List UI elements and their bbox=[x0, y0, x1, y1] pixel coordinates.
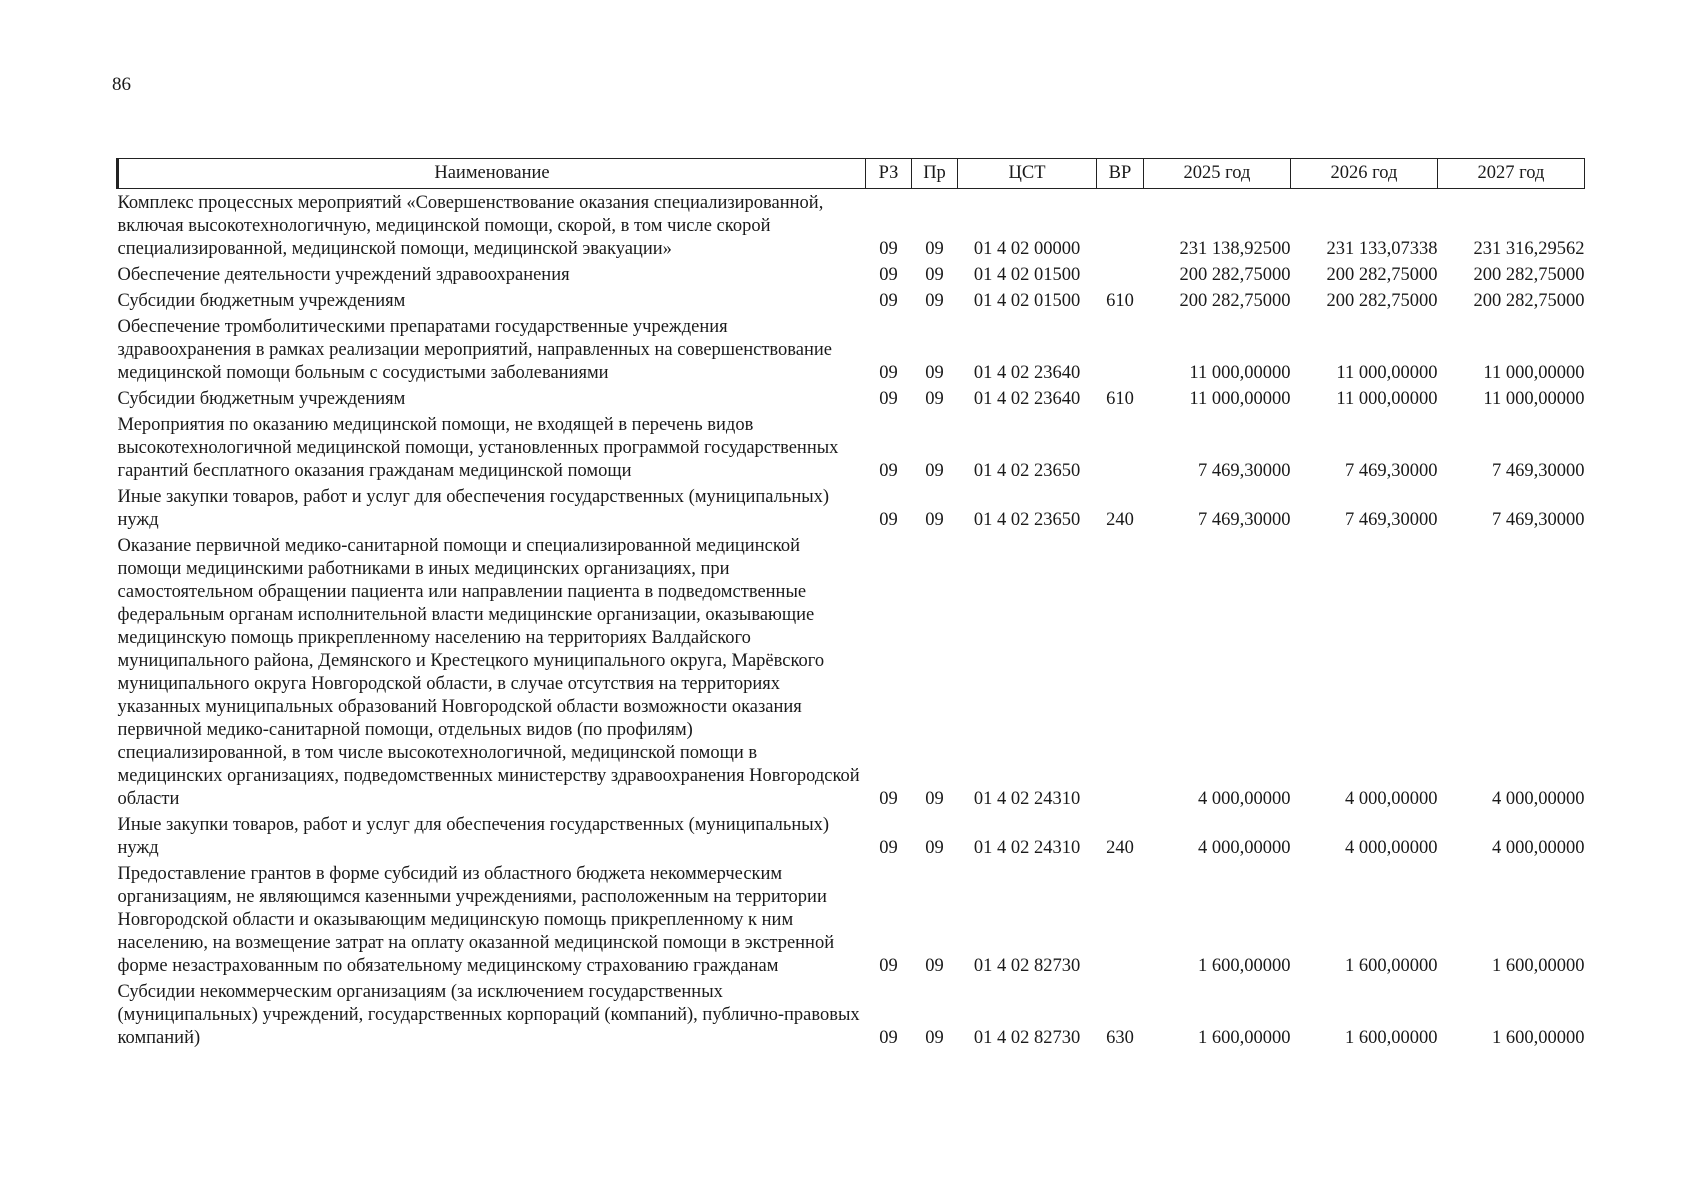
cell-cst: 01 4 02 23640 bbox=[973, 389, 1081, 409]
cell-rz: 09 bbox=[879, 956, 898, 976]
cell-2026: 4 000,00000 bbox=[1345, 838, 1438, 858]
table-row bbox=[118, 261, 1585, 287]
cell-rz: 09 bbox=[879, 389, 898, 409]
cell-pr: 09 bbox=[925, 389, 944, 409]
cell-2025: 7 469,30000 bbox=[1198, 461, 1291, 481]
cell-2027: 1 600,00000 bbox=[1492, 1028, 1585, 1048]
cell-cst: 01 4 02 82730 bbox=[973, 956, 1081, 976]
cell-pr: 09 bbox=[925, 789, 944, 809]
table-row bbox=[118, 483, 1585, 532]
cell-2026: 1 600,00000 bbox=[1345, 956, 1438, 976]
cell-rz: 09 bbox=[879, 239, 898, 259]
cell-2026: 200 282,75000 bbox=[1326, 265, 1438, 285]
cell-cst: 01 4 02 82730 bbox=[973, 1028, 1081, 1048]
cell-2025: 7 469,30000 bbox=[1198, 510, 1291, 530]
cell-cst: 01 4 02 01500 bbox=[973, 265, 1081, 285]
table-row bbox=[118, 411, 1585, 483]
cell-name: Оказание первичной медико-санитарной помощи и специализированной медицинской помощи медицинскими работниками в иных медицинских организациях, при самостоятельном обращении пациента или направлении пациента в подведомственные федеральным органам исполнительной власти медицинские организации, оказывающие медицинскую помощь прикрепленному населению на территориях Валдайского муниципального района, Демянского и Крестецкого муниципального округа, Марёвского муниципального округа Новгородской области, в случае отсутствия на территориях указанных муниципальных образований Новгородской области возможности оказания первичной медико-санитарной помощи, отдельных видов (по профилям) специализированной, в том числе высокотехнологичной, медицинской помощи в медицинских организациях, подведомственных министерству здравоохранения Новгородской области bbox=[117, 536, 860, 809]
cell-2026: 11 000,00000 bbox=[1336, 363, 1438, 383]
cell-pr: 09 bbox=[925, 291, 944, 311]
header-2027: 2027 год bbox=[1438, 159, 1585, 189]
table-row bbox=[118, 287, 1585, 313]
cell-pr: 09 bbox=[925, 239, 944, 259]
cell-pr: 09 bbox=[925, 956, 944, 976]
cell-rz: 09 bbox=[879, 363, 898, 383]
cell-rz: 09 bbox=[879, 291, 898, 311]
cell-vr: 240 bbox=[1106, 838, 1134, 858]
cell-vr: 610 bbox=[1106, 389, 1134, 409]
cell-2026: 7 469,30000 bbox=[1345, 461, 1438, 481]
cell-name: Иные закупки товаров, работ и услуг для обеспечения государственных (муниципальных) нужд bbox=[117, 487, 830, 530]
cell-rz: 09 bbox=[879, 510, 898, 530]
cell-vr bbox=[1097, 411, 1144, 483]
cell-cst: 01 4 02 00000 bbox=[973, 239, 1081, 259]
cell-2026: 7 469,30000 bbox=[1345, 510, 1438, 530]
cell-2025: 200 282,75000 bbox=[1179, 265, 1291, 285]
cell-name: Обеспечение деятельности учреждений здравоохранения bbox=[117, 265, 570, 285]
table-row bbox=[118, 189, 1585, 262]
cell-vr bbox=[1097, 313, 1144, 385]
cell-2027: 4 000,00000 bbox=[1492, 789, 1585, 809]
cell-rz: 09 bbox=[879, 838, 898, 858]
cell-2025: 4 000,00000 bbox=[1198, 838, 1291, 858]
cell-vr bbox=[1097, 860, 1144, 978]
cell-name: Субсидии некоммерческим организациям (за исключением государственных (муниципальных) учреждений, государственных корпораций (компаний), публично-правовых компаний) bbox=[117, 982, 860, 1048]
cell-cst: 01 4 02 23640 bbox=[973, 363, 1081, 383]
cell-pr: 09 bbox=[925, 265, 944, 285]
header-2025: 2025 год bbox=[1144, 159, 1291, 189]
header-vr: ВР bbox=[1097, 159, 1144, 189]
cell-2025: 1 600,00000 bbox=[1198, 956, 1291, 976]
table-row bbox=[118, 532, 1585, 811]
cell-pr: 09 bbox=[925, 363, 944, 383]
cell-name: Субсидии бюджетным учреждениям bbox=[117, 389, 406, 409]
cell-cst: 01 4 02 23650 bbox=[973, 510, 1081, 530]
table-row bbox=[118, 385, 1585, 411]
cell-2027: 11 000,00000 bbox=[1483, 389, 1585, 409]
cell-2027: 200 282,75000 bbox=[1473, 265, 1585, 285]
cell-pr: 09 bbox=[925, 838, 944, 858]
cell-2027: 200 282,75000 bbox=[1473, 291, 1585, 311]
cell-cst: 01 4 02 01500 bbox=[973, 291, 1081, 311]
cell-2027: 1 600,00000 bbox=[1492, 956, 1585, 976]
cell-2025: 231 138,92500 bbox=[1179, 239, 1291, 259]
cell-cst: 01 4 02 24310 bbox=[973, 838, 1081, 858]
cell-2026: 4 000,00000 bbox=[1345, 789, 1438, 809]
cell-2026: 231 133,07338 bbox=[1326, 239, 1438, 259]
cell-cst: 01 4 02 23650 bbox=[973, 461, 1081, 481]
header-pr: Пр bbox=[912, 159, 958, 189]
cell-name: Субсидии бюджетным учреждениям bbox=[117, 291, 406, 311]
cell-name: Комплекс процессных мероприятий «Совершенствование оказания специализированной, включая высокотехнологичную, медицинской помощи, скорой, в том числе скорой специализированной, медицинской помощи, медицинской эвакуации» bbox=[117, 193, 824, 259]
cell-vr: 240 bbox=[1106, 510, 1134, 530]
cell-name: Иные закупки товаров, работ и услуг для обеспечения государственных (муниципальных) нужд bbox=[117, 815, 830, 858]
table-row bbox=[118, 811, 1585, 860]
cell-2027: 231 316,29562 bbox=[1473, 239, 1585, 259]
table-row bbox=[118, 860, 1585, 978]
cell-vr: 630 bbox=[1106, 1028, 1134, 1048]
cell-2025: 11 000,00000 bbox=[1189, 389, 1291, 409]
budget-table bbox=[116, 158, 1585, 1050]
cell-2026: 1 600,00000 bbox=[1345, 1028, 1438, 1048]
cell-2026: 200 282,75000 bbox=[1326, 291, 1438, 311]
table-row bbox=[118, 313, 1585, 385]
cell-rz: 09 bbox=[879, 265, 898, 285]
cell-pr: 09 bbox=[925, 1028, 944, 1048]
header-cst: ЦСТ bbox=[958, 159, 1097, 189]
table-header-row bbox=[118, 159, 1585, 189]
cell-2027: 4 000,00000 bbox=[1492, 838, 1585, 858]
header-name: Наименование bbox=[118, 159, 866, 189]
cell-2025: 1 600,00000 bbox=[1198, 1028, 1291, 1048]
cell-vr: 610 bbox=[1106, 291, 1134, 311]
cell-rz: 09 bbox=[879, 461, 898, 481]
header-2026: 2026 год bbox=[1291, 159, 1438, 189]
cell-vr bbox=[1097, 532, 1144, 811]
cell-name: Предоставление грантов в форме субсидий из областного бюджета некоммерческим организациям, не являющимся казенными учреждениями, расположенным на территории Новгородской области и оказывающим медицинскую помощь прикрепленному к ним населению, на возмещение затрат на оплату оказанной медицинской помощи в экстренной форме незастрахованным по обязательному медицинскому страхованию гражданам bbox=[117, 864, 835, 976]
cell-2027: 7 469,30000 bbox=[1492, 510, 1585, 530]
cell-2025: 4 000,00000 bbox=[1198, 789, 1291, 809]
cell-cst: 01 4 02 24310 bbox=[973, 789, 1081, 809]
cell-2027: 7 469,30000 bbox=[1492, 461, 1585, 481]
table-row bbox=[118, 978, 1585, 1050]
cell-pr: 09 bbox=[925, 510, 944, 530]
table-body bbox=[118, 189, 1585, 1051]
cell-name: Мероприятия по оказанию медицинской помощи, не входящей в перечень видов высокотехнологичной медицинской помощи, установленных программой государственных гарантий бесплатного оказания гражданам медицинской помощи bbox=[117, 415, 839, 481]
cell-rz: 09 bbox=[879, 789, 898, 809]
cell-rz: 09 bbox=[879, 1028, 898, 1048]
page-number: 86 bbox=[112, 74, 131, 95]
cell-pr: 09 bbox=[925, 461, 944, 481]
cell-vr bbox=[1097, 261, 1144, 287]
cell-2027: 11 000,00000 bbox=[1483, 363, 1585, 383]
cell-name: Обеспечение тромболитическими препаратами государственные учреждения здравоохранения в рамках реализации мероприятий, направленных на совершенствование медицинской помощи больным с сосудистыми заболеваниями bbox=[117, 317, 833, 383]
cell-2025: 11 000,00000 bbox=[1189, 363, 1291, 383]
header-rz: РЗ bbox=[866, 159, 912, 189]
cell-2025: 200 282,75000 bbox=[1179, 291, 1291, 311]
cell-2026: 11 000,00000 bbox=[1336, 389, 1438, 409]
cell-vr bbox=[1097, 189, 1144, 262]
